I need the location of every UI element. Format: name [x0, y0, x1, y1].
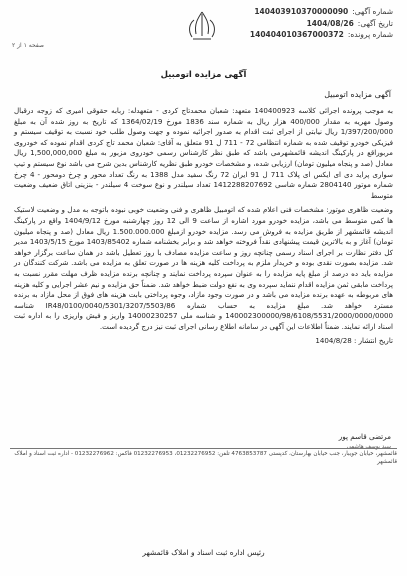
signer-name: مرتضی قاسم پور [338, 432, 391, 441]
case-number-label: شماره پرونده: [347, 30, 393, 39]
signer-block [339, 432, 391, 452]
paragraph-auction-terms: وضعیت ظاهری موتور: مشخصات فنی اعلام شده که اتومبیل ظاهری و فنی وضعیت خوبی نبوده باتوجه به مدل و وضعیت لاستیک ها کمی متوسط می باشد، مزایده خودرو مورد اشاره از ساعت 9 الی 12 روز چهارشنبه مورخ 1404/9/12 واقع در پارکینگ اندیشه قائمشهر از طریق مزایده به فروش می رسد. مزایده خودرو ازمبلغ 1.500.000.000 ریال معادل (صد و پنجاه میلیون تومان) آغاز و به بالاترین قیمت پیشنهادی نقداً فروخته خواهد شد و برابر بخشنامه شماره 1403/85402 مورخ 1403/5/15 مدیر کل دفتر نظارت بر اجرای اسناد رسمی چنانچه روز و ساعت مزایده مصادف با روز تعطیل باشد در همان ساعت برگزار خواهد شد. مزایده بصورت نقدی بوده و خریدار ملزم به پرداخت کلیه هزینه ها در صورت تعلق به مزایده می باشد. شرکت کنندگان در مزایده باید ده درصد از مبلغ پایه مزایده را به عنوان سپرده پرداخت نمایند و چنانچه برنده مزایده ظرف مهلت مقرر نسبت به پرداخت مابقی ثمن مزایده اقدام ننماید سپرده وی به نفع دولت ضبط خواهد شد. ضمناً حق مزایده و نیم عشر اجرایی و کلیه هزینه های مربوطه به عهده برنده مزایده می باشد و در صورت وجود مازاد، وجوه پرداختی بابت هزینه های فوق از محل مازاد به برنده مسترد خواهد شد. مبلغ مزایده به حساب شماره IR48/0100/0040/5301/3207/5503/86 شناسه 140002300000/98/6108/5531/2000/0000/0000 و شناسه ملی 14000230257 واریز و فیش واریزی را به اداره ثبت اسناد ارائه نمایند. ضمناً اطلاعات این آگهی در سامانه اطلاع رسانی اجرای ثبت نیز درج گردیده است. [14, 205, 394, 331]
notice-date-value: 1404/08/26 [306, 18, 354, 28]
notice-date-label: تاریخ آگهی: [357, 18, 393, 28]
signer-role: سید یوسف هاشمی [346, 444, 391, 450]
page-indicator: صفحه ۱ از ۲ [12, 42, 44, 49]
publication-date: تاریخ انتشار : 1404/8/28 [315, 336, 393, 346]
case-number-value: 140404010367000372 [249, 30, 344, 39]
emblem-icon [176, 6, 228, 46]
footer-divider [10, 448, 397, 449]
document-title: آگهی مزایده اتومبیل [160, 70, 247, 80]
notice-number-value: 140403910370000090 [254, 7, 349, 16]
notice-body [14, 106, 393, 347]
footer-address: قائمشهر، خیابان جویبار، جنب خیابان بهارستان، کدپستی 4763853787 تلفن: 01232276952، 01232276953 فاکس: 01232276962 - اداره ثبت اسناد و املاک قائمشهر [14, 451, 397, 465]
notice-number-label: شماره آگهی: [352, 7, 393, 16]
office-stamp-text: رئیس اداره ثبت اسناد و املاک قائمشهر [142, 548, 265, 557]
paragraph-vehicle-details: به موجب پرونده اجرائی کلاسه 140400923 متعهد: شعبان محمدتاج کردی - متعهدله: ربابه حقوقی امیری که زوجه درقبال وصول مهریه به مقدار 400/000 هزار ریال به شماره سند 1836 مورخ 1364/02/19 که تاریخ به روز شده آن به مبلغ 1/397/200/000 ریال نیابتی از اجرای ثبت اقدام به صدور اجرائیه نموده و جهت وصول طلب خود نسبت به توقیف سیستم و فیزیکی خودرو توقیف شده به شماره انتظامی 72 - 711 ل 91 متعلق به آقای: شعبان محمد تاج کردی اقدام نموده که خودروی مربوراقع در پارکینگ اندیشه قائمشهرمی باشد که طبق نظر کارشناس رسمی خودروی مزبور به مبلغ 1,500,000,000 ریال معادل (صد و پنجاه میلیون تومان) ارزیابی شده، و مشخصات خودرو طبق نظریه کارشناس بدین شرح می باشد نوع سیستم و تیپ سواری پراید دی ای ایکس ای پلاک 711 ل 91 ایران 72 رنگ سفید مدل 1388 به رنگ تعداد محور و چرخ دومحور - 4 چرخ شماره موتور 2804140 شماره شاسی 1412288207692 تعداد سیلندر و نوع سوخت 4 سیلندر - بنزینی اتاق ضعیف وضعیت متوسط [14, 106, 394, 200]
document-heading: آگهی مزایده اتومبیل [324, 90, 391, 99]
